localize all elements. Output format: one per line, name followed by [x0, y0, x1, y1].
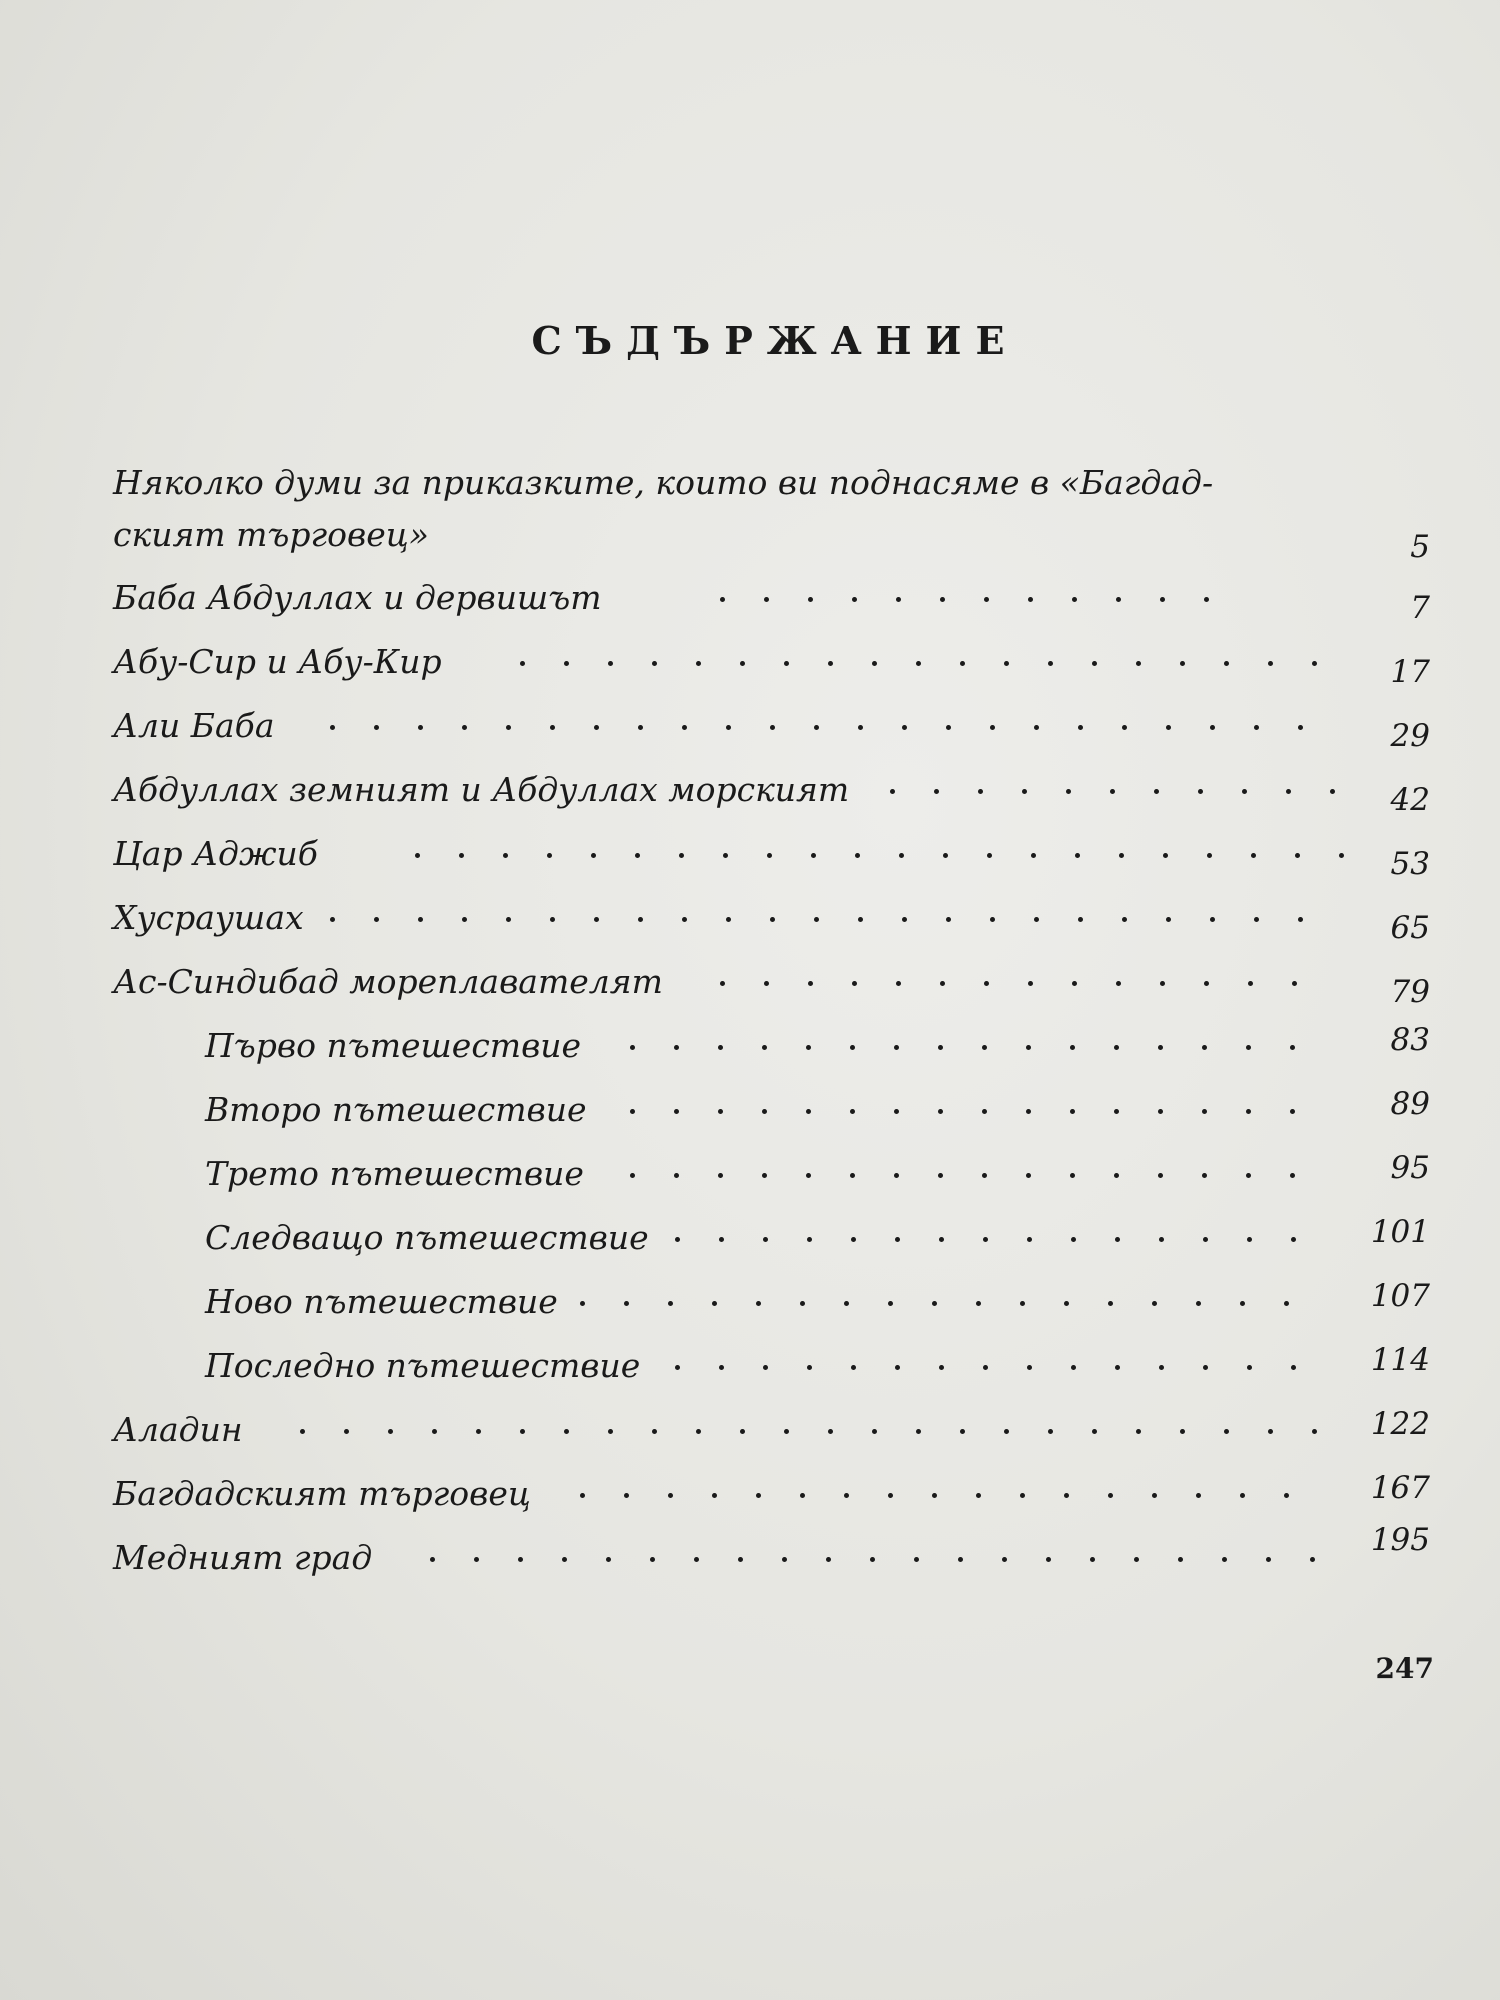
toc-entry-title: ският търговец» [113, 515, 429, 554]
toc-entry-title: Второ пътешествие [205, 1090, 587, 1129]
toc-entry [0, 1469, 1500, 1519]
toc-entry-title: Али Баба [113, 706, 275, 745]
toc-entry [0, 1405, 1500, 1455]
toc-entry-title: Абдуллах земният и Абдуллах морският [113, 770, 850, 809]
toc-entry-title: Ас-Синдибад мореплавателят [113, 962, 663, 1001]
toc-entry-page: 42 [1390, 782, 1430, 818]
toc-entry-page: 65 [1390, 910, 1430, 946]
toc-entry-title: Следващо пътешествие [205, 1218, 649, 1257]
toc-entry-page: 167 [1370, 1470, 1430, 1506]
toc-entry-page: 122 [1370, 1406, 1430, 1442]
toc-subentry [0, 1341, 1500, 1391]
toc-entry [0, 1522, 1500, 1583]
dot-leader [720, 597, 1350, 609]
toc-entry-title: Аладин [113, 1410, 243, 1449]
toc-entry [0, 957, 1500, 1010]
toc-entry-page: 29 [1390, 718, 1430, 754]
toc-entry-title: Абу-Сир и Абу-Кир [113, 642, 442, 681]
toc-entry-page: 7 [1410, 590, 1430, 626]
toc-entry-page: 107 [1370, 1278, 1430, 1314]
toc-entry-page: 83 [1390, 1022, 1430, 1058]
toc-subentry [0, 1021, 1500, 1071]
toc-entry-title: Хусраушах [113, 898, 304, 937]
toc-entry-page: 195 [1370, 1522, 1430, 1558]
dot-leader [520, 661, 1350, 673]
dot-leader [675, 1237, 1350, 1249]
toc-entry [0, 829, 1500, 882]
dot-leader [630, 1109, 1350, 1121]
toc-entry-page: 101 [1370, 1214, 1430, 1250]
page-number: 247 [1375, 1652, 1434, 1685]
toc-entry-title: Последно пътешествие [205, 1346, 641, 1385]
dot-leader [330, 725, 1350, 737]
dot-leader [720, 981, 1350, 993]
dot-leader [630, 1173, 1350, 1185]
toc-entry-title: Баба Абдуллах и дервишът [113, 578, 602, 617]
toc-entry-title: Трето пътешествие [205, 1154, 584, 1193]
toc-entry-page: 89 [1390, 1086, 1430, 1122]
toc-entry-page: 17 [1390, 654, 1430, 690]
toc-entry-intro-line2 [0, 510, 1500, 565]
toc-entry [0, 765, 1500, 818]
toc-entry-page: 114 [1370, 1342, 1430, 1378]
toc-entry [0, 701, 1500, 754]
toc-entry [0, 893, 1500, 946]
dot-leader [330, 917, 1350, 929]
toc-entry-page: 5 [1410, 529, 1430, 565]
toc-entry-intro-line1 [0, 458, 1500, 508]
dot-leader [300, 1429, 1350, 1441]
toc-entry-page: 95 [1390, 1150, 1430, 1186]
page-title: СЪДЪРЖАНИЕ [531, 318, 1019, 363]
dot-leader [890, 789, 1350, 801]
toc-entry-title: Ново пътешествие [205, 1282, 558, 1321]
toc-subentry [0, 1277, 1500, 1327]
dot-leader [580, 1493, 1350, 1505]
dot-leader [630, 1045, 1350, 1057]
toc-entry-page: 53 [1390, 846, 1430, 882]
toc-subentry [0, 1085, 1500, 1135]
dot-leader [430, 1557, 1350, 1569]
dot-leader [580, 1301, 1350, 1313]
toc-entry [0, 573, 1500, 626]
dot-leader [675, 1365, 1350, 1377]
toc-entry [0, 637, 1500, 690]
dot-leader [415, 853, 1350, 865]
toc-entry-title: Цар Аджиб [113, 834, 318, 873]
toc-entry-page: 79 [1390, 974, 1430, 1010]
toc-entry-title: Медният град [113, 1538, 373, 1577]
toc-entry-title: Първо пътешествие [205, 1026, 582, 1065]
toc-subentry [0, 1149, 1500, 1199]
toc-subentry [0, 1213, 1500, 1263]
toc-entry-title: Багдадският търговец [113, 1474, 531, 1513]
toc-entry-title: Няколко думи за приказките, които ви поднасяме в «Багдад- [113, 463, 1214, 502]
